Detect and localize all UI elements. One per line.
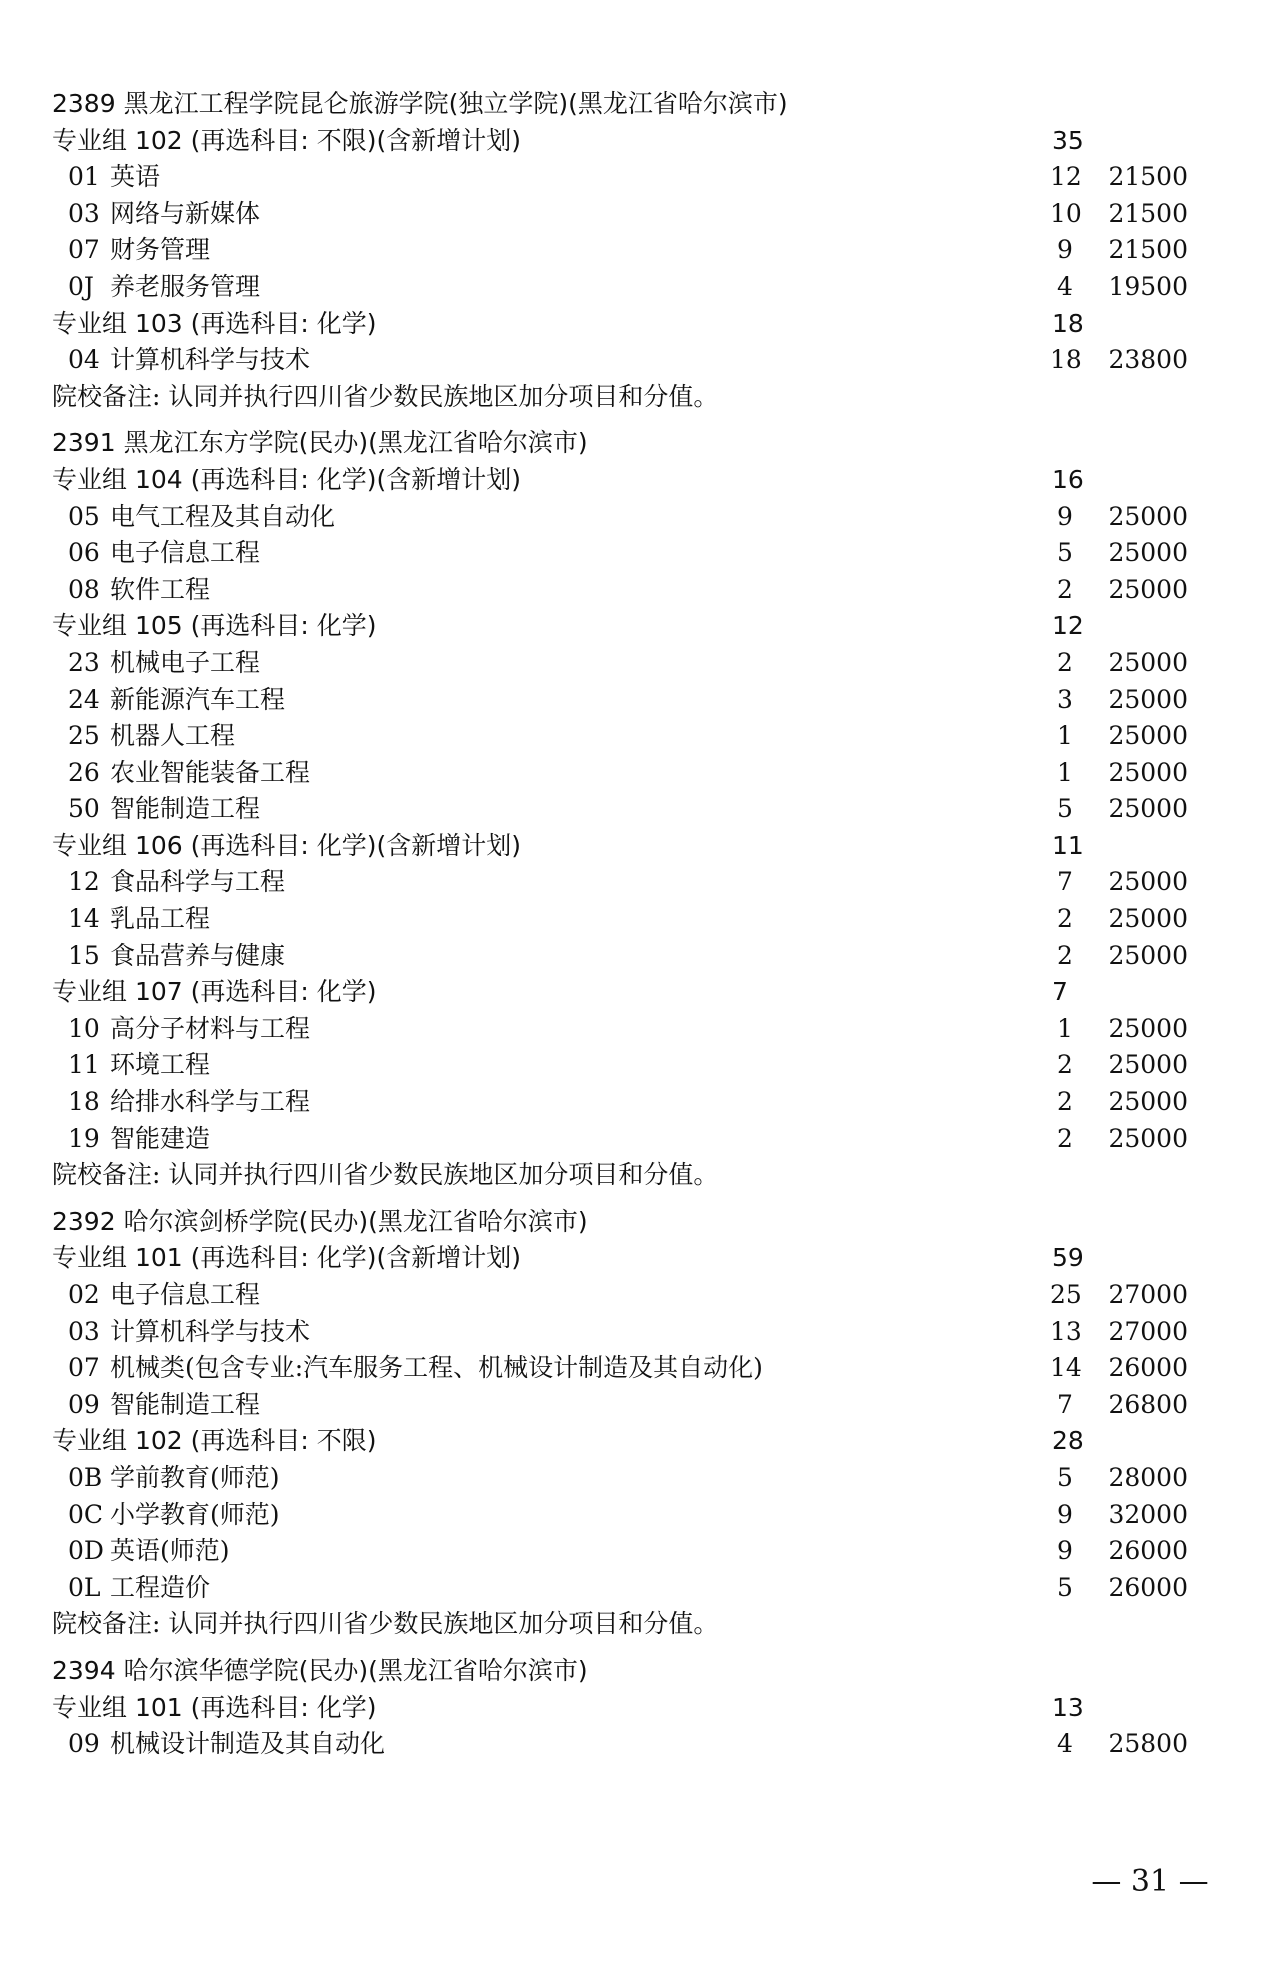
major-count: 4: [1057, 271, 1073, 301]
major-code: 0C: [68, 1499, 104, 1529]
major-code: 15: [68, 940, 100, 970]
major-row: [52, 645, 1188, 682]
major-fee: 25000: [1108, 721, 1188, 751]
school-block: [52, 425, 1188, 1193]
major-name: 电子信息工程: [110, 538, 261, 568]
major-name: 食品科学与工程: [110, 867, 286, 897]
major-count: 9: [1057, 235, 1073, 265]
major-row: [52, 1121, 1188, 1158]
major-count: 3: [1057, 684, 1073, 714]
major-row: [52, 938, 1188, 975]
major-count: 5: [1057, 538, 1073, 568]
major-fee: 25000: [1108, 1087, 1188, 1117]
school-remark: [52, 1606, 1152, 1643]
group-total: 16: [1052, 464, 1084, 494]
page-number: — 31 —: [1091, 1864, 1209, 1899]
major-name: 计算机科学与技术: [110, 345, 311, 375]
major-row: [52, 1533, 1188, 1570]
major-fee: 26800: [1108, 1389, 1188, 1419]
group-total: 13: [1052, 1692, 1084, 1722]
group-total: 12: [1052, 611, 1084, 641]
major-code: 0J: [68, 271, 94, 301]
major-count: 5: [1057, 1462, 1073, 1492]
major-row: [52, 1314, 1188, 1351]
major-code: 19: [68, 1123, 100, 1153]
major-count: 5: [1057, 794, 1073, 824]
major-name: 高分子材料与工程: [110, 1013, 311, 1043]
major-row: [52, 1277, 1188, 1314]
group-label: 专业组 101 (再选科目: 化学): [52, 1692, 377, 1722]
group-total: 7: [1052, 977, 1068, 1007]
major-count: 10: [1050, 198, 1082, 228]
major-code: 04: [68, 345, 100, 375]
major-name: 农业智能装备工程: [110, 757, 311, 787]
group-total: 28: [1052, 1426, 1084, 1456]
major-row: [52, 755, 1188, 792]
major-name: 机器人工程: [110, 721, 236, 751]
major-fee: 23800: [1108, 345, 1188, 375]
remark-text: 院校备注: 认同并执行四川省少数民族地区加分项目和分值。: [52, 1160, 719, 1190]
major-code: 0L: [68, 1572, 101, 1602]
major-fee: 25000: [1108, 501, 1188, 531]
group-label: 专业组 107 (再选科目: 化学): [52, 977, 377, 1007]
major-code: 12: [68, 867, 100, 897]
major-code: 26: [68, 757, 100, 787]
major-count: 2: [1057, 574, 1073, 604]
major-fee: 25000: [1108, 794, 1188, 824]
major-group-header: [52, 1690, 1152, 1727]
school-remark: [52, 1157, 1152, 1194]
major-row: [52, 864, 1188, 901]
major-count: 18: [1050, 345, 1082, 375]
major-group-header: [52, 462, 1152, 499]
major-name: 环境工程: [110, 1050, 211, 1080]
major-count: 4: [1057, 1729, 1073, 1759]
major-name: 电气工程及其自动化: [110, 501, 336, 531]
major-code: 10: [68, 1013, 100, 1043]
major-row: [52, 572, 1188, 609]
major-code: 0B: [68, 1462, 103, 1492]
group-label: 专业组 102 (再选科目: 不限): [52, 1426, 377, 1456]
major-row: [52, 269, 1188, 306]
major-row: [52, 1350, 1188, 1387]
major-count: 2: [1057, 1087, 1073, 1117]
major-count: 1: [1057, 757, 1073, 787]
school-header: [52, 425, 1152, 462]
group-label: 专业组 104 (再选科目: 化学)(含新增计划): [52, 464, 521, 494]
major-row: [52, 682, 1188, 719]
major-name: 机械类(包含专业:汽车服务工程、机械设计制造及其自动化): [110, 1353, 763, 1383]
major-count: 2: [1057, 1050, 1073, 1080]
major-code: 01: [68, 162, 100, 192]
admission-plan-list: [52, 86, 1188, 1763]
major-code: 0D: [68, 1536, 104, 1566]
major-row: [52, 718, 1188, 755]
school-title: 2392 哈尔滨剑桥学院(民办)(黑龙江省哈尔滨市): [52, 1206, 588, 1236]
major-count: 25: [1050, 1280, 1082, 1309]
major-code: 02: [68, 1280, 100, 1309]
major-fee: 25000: [1108, 904, 1188, 934]
group-label: 专业组 102 (再选科目: 不限)(含新增计划): [52, 125, 521, 155]
major-name: 新能源汽车工程: [110, 684, 286, 714]
major-count: 13: [1050, 1316, 1082, 1346]
major-row: [52, 1460, 1188, 1497]
major-count: 2: [1057, 940, 1073, 970]
major-fee: 25000: [1108, 757, 1188, 787]
major-fee: 26000: [1108, 1572, 1188, 1602]
major-fee: 25000: [1108, 940, 1188, 970]
major-count: 2: [1057, 647, 1073, 677]
major-count: 14: [1050, 1353, 1082, 1383]
major-row: [52, 196, 1188, 233]
major-fee: 32000: [1108, 1499, 1188, 1529]
major-code: 50: [68, 794, 100, 824]
major-fee: 25000: [1108, 1013, 1188, 1043]
school-header: [52, 1653, 1152, 1690]
major-name: 给排水科学与工程: [110, 1087, 311, 1117]
major-name: 智能制造工程: [110, 1389, 261, 1419]
major-fee: 25000: [1108, 647, 1188, 677]
major-fee: 25000: [1108, 574, 1188, 604]
group-label: 专业组 106 (再选科目: 化学)(含新增计划): [52, 830, 521, 860]
major-count: 1: [1057, 1013, 1073, 1043]
group-label: 专业组 105 (再选科目: 化学): [52, 611, 377, 641]
major-count: 5: [1057, 1572, 1073, 1602]
school-title: 2391 黑龙江东方学院(民办)(黑龙江省哈尔滨市): [52, 428, 588, 458]
major-code: 03: [68, 1316, 100, 1346]
major-fee: 25000: [1108, 1123, 1188, 1153]
group-total: 35: [1052, 125, 1084, 155]
major-code: 07: [68, 235, 100, 265]
major-row: [52, 1047, 1188, 1084]
major-fee: 25000: [1108, 1050, 1188, 1080]
major-count: 9: [1057, 1536, 1073, 1566]
remark-text: 院校备注: 认同并执行四川省少数民族地区加分项目和分值。: [52, 381, 719, 411]
major-count: 9: [1057, 1499, 1073, 1529]
major-count: 7: [1057, 867, 1073, 897]
major-code: 06: [68, 538, 100, 568]
major-name: 小学教育(师范): [110, 1499, 280, 1529]
major-code: 09: [68, 1729, 100, 1759]
major-fee: 21500: [1108, 162, 1188, 192]
major-fee: 25000: [1108, 538, 1188, 568]
major-code: 23: [68, 647, 100, 677]
major-name: 电子信息工程: [110, 1280, 261, 1309]
major-group-header: [52, 1423, 1152, 1460]
major-name: 财务管理: [110, 235, 211, 265]
major-code: 05: [68, 501, 100, 531]
major-code: 11: [68, 1050, 100, 1080]
major-fee: 21500: [1108, 235, 1188, 265]
major-name: 乳品工程: [110, 904, 211, 934]
school-block: [52, 86, 1188, 415]
major-name: 养老服务管理: [110, 271, 261, 301]
major-row: [52, 791, 1188, 828]
major-name: 工程造价: [110, 1572, 211, 1602]
major-code: 18: [68, 1087, 100, 1117]
group-total: 59: [1052, 1243, 1084, 1273]
major-count: 7: [1057, 1389, 1073, 1419]
major-code: 25: [68, 721, 100, 751]
school-header: [52, 1204, 1152, 1241]
school-block: [52, 1204, 1188, 1643]
major-name: 网络与新媒体: [110, 198, 261, 228]
major-fee: 19500: [1108, 271, 1188, 301]
major-row: [52, 1497, 1188, 1534]
major-group-header: [52, 974, 1152, 1011]
major-code: 07: [68, 1353, 100, 1383]
school-header: [52, 86, 1152, 123]
major-name: 计算机科学与技术: [110, 1316, 311, 1346]
major-name: 英语(师范): [110, 1536, 230, 1566]
remark-text: 院校备注: 认同并执行四川省少数民族地区加分项目和分值。: [52, 1609, 719, 1639]
major-fee: 25000: [1108, 867, 1188, 897]
major-count: 12: [1050, 162, 1082, 192]
major-fee: 25800: [1108, 1729, 1188, 1759]
major-fee: 27000: [1108, 1316, 1188, 1346]
major-row: [52, 232, 1188, 269]
group-label: 专业组 103 (再选科目: 化学): [52, 308, 377, 338]
major-count: 9: [1057, 501, 1073, 531]
major-code: 24: [68, 684, 100, 714]
major-row: [52, 1011, 1188, 1048]
major-fee: 26000: [1108, 1353, 1188, 1383]
major-group-header: [52, 608, 1152, 645]
major-code: 03: [68, 198, 100, 228]
group-total: 11: [1052, 830, 1084, 860]
major-row: [52, 535, 1188, 572]
group-label: 专业组 101 (再选科目: 化学)(含新增计划): [52, 1243, 521, 1273]
major-name: 食品营养与健康: [110, 940, 286, 970]
major-fee: 21500: [1108, 198, 1188, 228]
major-count: 2: [1057, 904, 1073, 934]
major-name: 英语: [110, 162, 161, 192]
major-group-header: [52, 1240, 1152, 1277]
major-name: 软件工程: [110, 574, 211, 604]
major-row: [52, 1084, 1188, 1121]
major-fee: 26000: [1108, 1536, 1188, 1566]
major-row: [52, 342, 1188, 379]
major-name: 智能建造: [110, 1123, 211, 1153]
major-name: 机械设计制造及其自动化: [110, 1729, 386, 1759]
major-group-header: [52, 828, 1152, 865]
major-row: [52, 901, 1188, 938]
school-block: [52, 1653, 1188, 1763]
major-group-header: [52, 123, 1152, 160]
major-fee: 28000: [1108, 1462, 1188, 1492]
major-name: 学前教育(师范): [110, 1462, 280, 1492]
major-name: 机械电子工程: [110, 647, 261, 677]
major-count: 2: [1057, 1123, 1073, 1153]
major-fee: 25000: [1108, 684, 1188, 714]
major-code: 14: [68, 904, 100, 934]
major-code: 09: [68, 1389, 100, 1419]
major-code: 08: [68, 574, 100, 604]
major-row: [52, 1387, 1188, 1424]
major-fee: 27000: [1108, 1280, 1188, 1309]
major-row: [52, 159, 1188, 196]
school-title: 2389 黑龙江工程学院昆仑旅游学院(独立学院)(黑龙江省哈尔滨市): [52, 89, 788, 118]
major-row: [52, 499, 1188, 536]
school-title: 2394 哈尔滨华德学院(民办)(黑龙江省哈尔滨市): [52, 1655, 588, 1685]
major-row: [52, 1570, 1188, 1607]
major-count: 1: [1057, 721, 1073, 751]
group-total: 18: [1052, 308, 1084, 338]
major-name: 智能制造工程: [110, 794, 261, 824]
major-row: [52, 1726, 1188, 1763]
school-remark: [52, 379, 1152, 416]
major-group-header: [52, 306, 1152, 343]
